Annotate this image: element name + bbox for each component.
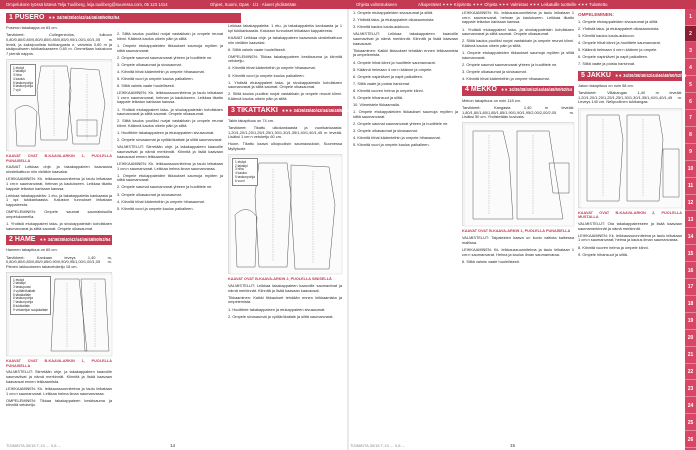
section-4-code: ✶✶ 34/36/38/40/42/44/46/48/50/52/54 <box>500 87 572 93</box>
right-p3: 3. Kiinnitä kaulus kaula-aukkoon. <box>353 24 410 30</box>
c5-leikkaaminen: LEIKKAAMINEN: Kk. leikkaussuunnitelma ja taulu leikataan 1 cm:n saumanvarat, helma ja kaulus ilman saumanvaraa. <box>578 232 682 243</box>
c3-note: Huom. Tikattu kaava ulkopuolisin saumaosuksin, Suomessa Myllytuote <box>228 141 342 152</box>
c1-hp-col3: KAAVAT Leikkaa ohje. ja takakappaleen kaavaosia ulosleikattuun niin vieläkin kaavaksi. <box>228 34 342 45</box>
c3-tarvikkeet: Tarvikkeet: Tikattu ulkokankaasta ja vuorikankaasta: 1,20/1,20/1,20/1,25/1,25/1,30/1,30/1,35/1,40/1,40/1,45 m leveää. Lisäksi 1 cm:n vetoketju 60 cm. <box>228 124 342 140</box>
pattern-layout-5 <box>579 109 683 209</box>
section-3-header <box>228 106 357 116</box>
ohjeet-p4: 4. Kiinnitä hihat kädenteihin ja ompele hihasaumat. <box>117 68 205 74</box>
ohjeet-p5-b: 5. Kiinnitä vuori ja ompele kaulus paikalleen. <box>117 205 194 211</box>
c1-p3-repeat: 2. Silitä kaulus puoliksi nurjat vastakkain ja ompele reunat kiinni. Käännä kaulus oikein päin ja silitä. <box>117 118 223 129</box>
c1-p3-col3: 2. Silitä kaulus puoliksi nurjat vastakkain ja ompele reunat kiinni. Käännä kaulus oikein päin ja silitä. <box>228 91 342 102</box>
c1-leikkaaminen: LEIKKAAMINEN: Kk. leikkaussuunnitelma ja taulu leikataan 1 cm:n saumanvarat, helman ja kaulukseen. Leikkaa tikattu kappale leikatun kankaan kanssa. <box>6 176 112 191</box>
section-2-title: 2 HAME <box>9 236 36 244</box>
c4-tarvikkeet: Tarvikkeet: Kangasta 1,40 m leveää: 1,80/1,80/1,80/1,85/1,85/1,90/1,90/1,95/2,00/2,00/2,05 m. Lisäksi 50 cm. Yhdistetään kuviosta. <box>462 104 574 120</box>
c3-valmistelut-r: VALMISTELUT: Leikkaa takakappaleen kaavoille saumaviivat ja nämä merkinnät. Kiinnitä ja lisää kaavaan kaavaosat. <box>353 31 458 46</box>
side-tab-5[interactable]: 5 <box>685 77 696 94</box>
fig3-label-5: 5 taskunpohja <box>235 174 255 179</box>
header-left-text: Ompelukone työssä kätevä Telja Tuuliberg, leija.tuuliberg@suuressa.com, 05 123 1414 <box>6 2 168 7</box>
side-tab-15[interactable]: 15 <box>685 246 696 263</box>
right-col3-title: OMPELEMINEN: <box>578 12 614 17</box>
footer-left: TOIMINTA 30/15 T-13 ← 0,8 ← <box>6 443 62 448</box>
ohjeet-p3-r: 3. Ompele olkasaumat ja sivusaumat. <box>353 128 418 134</box>
section-2-header <box>6 235 112 245</box>
fig2-label-8: 8 tukikaitale <box>13 304 30 309</box>
ohjeet-p5-col3: 5. Kiinnitä vuori ja ompele kaulus paikalleen. <box>228 72 305 78</box>
section-2-code: ✶✶ 34/36/38/40/42/44/46/48/50/52/54 <box>39 237 111 243</box>
right-p8: 8. Kiinnitä vuoren helma ja ompele kiinni. <box>353 87 424 93</box>
ohjeet-p5: 5. Kiinnitä vuori ja ompele kaulus paikalleen. <box>117 75 194 81</box>
side-tab-11[interactable]: 11 <box>685 178 696 195</box>
c4-leikkaaminen: LEIKKAAMINEN: Kk. leikkaussuunnitelma ja taulu leikataan 1 cm:n saumanvarat. Helma ja kaulus ilman saumanvaraa. <box>462 246 574 257</box>
side-tab-20[interactable]: 20 <box>685 330 696 347</box>
page-spine <box>347 9 349 450</box>
c2-valmistelut: VALMISTELUT: Siirretään ohje. ja takakappaleen kaavoille saumaviivat ja nämä merkinnät. Kiinnitä ja lisää kaavaan kaavaosat ennen leikkaamista. <box>6 369 112 384</box>
ohjeet-p2-r2: 2. Ompele saumat saumanvarat yhteen ja huolittele ne. <box>462 61 558 67</box>
ohjeet-p4-b: 4. Kiinnitä hihat kädenteihin ja ompele hihasaumat. <box>117 198 205 204</box>
c4-kaava-note: KAAVAT OVAT B-KAAVA-ARKIN 1, PUOLELLA PUNAISELLA <box>462 229 571 234</box>
right-p10: 10. Viimeistele tikkaamalla. <box>353 102 400 108</box>
right-column-1 <box>353 11 458 441</box>
c1-tarvikkeet-repeat: LEIKKAAMINEN: Kk. leikkaussuunnitelma ja taulu leikataan 1 cm:n saumanvarat, helman ja kaulukseen. Leikkaa tikattu kappale leikatun kankaan kanssa. <box>117 90 223 105</box>
c3-kaava-note: KAAVAT OVAT B-KAAVA-ARKIN 2, PUOLELLA SINISELLÄ <box>228 277 332 282</box>
fig3-label-6: 6 vuori <box>235 178 245 183</box>
right-p4-c3: 4. Ompele hihat kiinni ja huolittele saumanvarat. <box>578 39 661 45</box>
right-p5-c3: 5. Käännä helmaan 4 cm:n käänne ja ompele. <box>578 47 658 53</box>
fig1-label-7: 7 vyö <box>13 88 21 93</box>
right-column-3 <box>578 11 687 441</box>
pattern-figure-4 <box>462 122 574 226</box>
c2-ompeleminen-col3: OMPELEMINEN: Tikkaa takakappaleen keskisauma ja kiinnitä vetoketju. <box>228 53 342 64</box>
fig2-label-9: 9 vetoketjun suojakaitale <box>13 307 48 312</box>
fig2-label-1: 1 etukpl <box>13 277 25 282</box>
side-tab-24[interactable]: 24 <box>685 398 696 415</box>
fig1-label-3: 3 hiha <box>13 73 22 78</box>
side-tab-9[interactable]: 9 <box>685 144 696 161</box>
right-column-2 <box>462 11 574 441</box>
ohjeet-p2: 2. Ompele saumat saumanvarat yhteen ja huolittele ne. <box>117 54 213 60</box>
ohjeet-p6-r2: 6. Silitä valmis vaate huolellisesti. <box>462 258 520 264</box>
left-column-3 <box>228 11 357 441</box>
side-tab-19[interactable]: 19 <box>685 313 696 330</box>
side-tab-26[interactable]: 26 <box>685 432 696 449</box>
section-1-title: 1 PUSERO <box>9 13 45 21</box>
page-number-left: 14 <box>170 443 176 448</box>
c1-p3: 2. Silitä kaulus puoliksi nurjat vastakkain ja ompele reunat kiinni. Käännä kaulus oikein päin ja silitä. <box>117 31 223 41</box>
pattern-legend-2 <box>10 276 51 315</box>
section-4-title: 4 MEKKO <box>465 86 497 94</box>
section-4-header <box>462 86 574 96</box>
side-tab-8[interactable]: 8 <box>685 127 696 144</box>
right-p7-c3: 7. Silitä vaate ja poista harsinnat. <box>578 61 636 67</box>
c3-valmistelut: VALMISTELUT: Leikkaa takakappaleen kaavoille saumaviivat ja nämä merkinnät. Kiinnitä ja lisää kaavaan kaavaosat. <box>228 282 342 293</box>
side-tab-16[interactable]: 16 <box>685 263 696 280</box>
c2-p1: 1. Huolittele takakappaleen ja etukappaleen sivusaumat. <box>117 130 215 136</box>
footer-right: TOIMINTA 30/15 T-13 ← 0,8 ← <box>350 443 406 448</box>
section-1-code: ✶✶ 34/36/38/40/42/44/46/48/50/52/54 <box>48 14 120 20</box>
ohjeet-p3-r2: 3. Ompele olkasaumat ja sivusaumat. <box>462 68 527 74</box>
side-tab-14[interactable]: 14 <box>685 229 696 246</box>
right-p6: 6. Ompele napinlävet ja napit paikalleen. <box>353 73 424 79</box>
pattern-legend-1 <box>10 64 36 96</box>
side-tab-3[interactable]: 3 <box>685 43 696 60</box>
ohjeet-p3-b: 3. Ompele olkasaumat ja sivusaumat. <box>117 191 182 197</box>
fig1-label-4: 4 kaulus <box>13 76 25 81</box>
right-p2-c3: 2. Yhdistä taka- ja etukappaleet olkasaumoista. <box>578 25 660 31</box>
c2-p2-col3: 2. Ompele sivusaumat ja vyötärökaitale ja silitä saumanvarat. <box>228 313 334 319</box>
fig3-label-2: 2 takakpl <box>235 163 248 168</box>
side-tab-18[interactable]: 18 <box>685 296 696 313</box>
side-tab-1[interactable]: 1 <box>685 9 696 26</box>
fig2-label-7: 7 taskunpohja <box>13 300 33 305</box>
c3-p2-r2: 2. Silitä kaulus puoliksi nurjat vastakkain ja ompele reunat kiinni. Käännä kaulus oikein päin ja silitä. <box>462 38 574 48</box>
ohjeet-p2-r: 2. Ompele saumat saumanvarat yhteen ja huolittele ne. <box>353 121 449 127</box>
c2-intro: Hameen takapituus on 60 cm. <box>6 247 58 253</box>
ohjeet-p1: 1. Ompele etukappaleiden tikkaukset saumoja myöten ja silitä saumanvarat. <box>117 42 223 53</box>
ohjeet-p2-b: 2. Ompele saumat saumanvarat yhteen ja huolittele ne. <box>117 184 213 190</box>
fig2-label-4: 4 vyötärökaitale <box>13 288 36 293</box>
side-tab-25[interactable]: 25 <box>685 415 696 432</box>
c2-tarvikkeet: Tarvikkeet: Kankaan leveys 1,40 m, 0,80/0,80/0,80/0,85/0,85/0,90/0,90/0,95/1,00/1,00/1,05 m. Pienen lakkuukseen takavetoketju 18 cm. <box>6 254 112 269</box>
right-p7: 7. Silitä vaate ja poista harsinnat. <box>353 80 411 86</box>
ohjeet-p4-col3: 4. Kiinnitä hihat kädenteihin ja ompele hihasaumat. <box>228 65 316 71</box>
header-left-breadcrumb: Ohjeet, Suomi, Opas · 1/1 · Alueet yhdistetään <box>210 2 297 7</box>
size-tabs <box>685 9 696 450</box>
c1-hp: KAAVAT Leikkaa ohje. ja takakappaleen kaavaosia ulosleikattuun niin vieläkin kaavaksi. <box>6 164 112 175</box>
c3-tikkaus: Tikkaaminen: Kaikki tikkaukset tehdään ennen leikkaamista ja ompelemista. <box>228 294 342 305</box>
fig1-label-5: 5 taskunpohja <box>13 80 33 85</box>
side-tab-13[interactable]: 13 <box>685 212 696 229</box>
right-p4: 4. Ompele hihat kiinni ja huolittele saumanvarat. <box>353 59 436 65</box>
fig1-label-6: 6 taskunpohja <box>13 84 33 89</box>
fig3-label-1: 1 etukpl <box>235 159 247 164</box>
c2-kaava-note: KAAVAT OVAT B-KAAVA-ARKIN 1, PUOLELLA PUNAISELLA <box>6 359 112 368</box>
pattern-figure-2 <box>6 272 112 356</box>
right-p9-c3: 9. Ompele hihansuut ja silitä. <box>578 251 628 257</box>
fig2-label-5: 5 takakaitale <box>13 292 31 297</box>
side-tab-7[interactable]: 7 <box>685 110 696 127</box>
ohjeet-p1-r: 1. Ompele etukappaleiden tikkaukset saumoja myöten ja silitä saumanvarat. <box>353 109 458 119</box>
fig2-label-3: 3 taskupussi <box>13 285 31 290</box>
side-tab-21[interactable]: 21 <box>685 347 696 364</box>
ohjeet-p6-col3: 6. Silitä valmis vaate huolellisesti. <box>228 46 286 52</box>
c1-p2: 1. Yhdistä etukappaleet taka- ja sivukappaleisiin kohdistaen saumanvarat ja silitä saumat. Ompele olkasaumat. <box>6 221 112 231</box>
right-p9: 9. Ompele hihansuut ja silitä. <box>353 95 403 101</box>
right-p6-c3: 6. Ompele napinlävet ja napit paikalleen. <box>578 54 649 60</box>
c3-tikkaus-r: Tikkaaminen: Kaikki tikkaukset tehdään ennen leikkaamista ja ompelemista. <box>353 47 458 58</box>
section-5-code: ✶✶ 34/36/38/40/42/44/46/48/50/52/54 <box>614 72 687 78</box>
pattern-figure-5 <box>578 108 682 208</box>
fig1-label-2: 2 takakpl <box>13 69 26 74</box>
c2-ompeleminen: OMPELEMINEN: Tikkaa takakappaleen keskisauma ja kiinnitä vetoketju. <box>6 397 112 408</box>
page-number-right: 15 <box>510 443 516 448</box>
side-tab-6[interactable]: 6 <box>685 94 696 111</box>
header-bar-right <box>348 0 696 9</box>
pattern-figure-3 <box>228 154 342 274</box>
ohjeet-p1-b: 1. Ompele etukappaleiden tikkaukset saumoja myöten ja silitä saumanvarat. <box>117 172 223 183</box>
section-3-title: 3 TIKATTAKKI <box>231 106 278 114</box>
pattern-legend-3 <box>232 158 258 186</box>
c5-intro: Jakun takapituus on noin 58 cm. <box>578 82 634 88</box>
c2-leikkaaminen: LEIKKAAMINEN: Kk. leikkaussuunnitelma ja taulu leikataan 1 cm:n saumanvarat. Leikkaa helma ilman saumanvaraa. <box>6 385 112 396</box>
c1-ompeleminen: OMPELEMINEN: Ompele saumat saumaluisuilla ompelukoneella. <box>6 209 112 219</box>
header-right-text: Ohjeita valmistukseen <box>356 2 397 7</box>
c1-tarvikkeet: Tarvikkeet: Collegeneulos, tulkoon 0,80/0,80/0,80/0,80/0,80/0,85/0,85/0,90/1,00/1,00/1,05 m leveä, ja kaksipuolista tukikangasta n. vahvista 0,60 m ja sisäpuoliseen tukikankaaseen 0,60 m. Ommellaan kalustoon 7 pientä nappia. <box>6 32 112 56</box>
fig2-label-6: 6 taskunpohja <box>13 296 33 301</box>
c5-kaava-note: KAAVAT OVAT B-KAAVA-ARKIN 2, PUOLELLA MUSTALLA <box>578 210 682 220</box>
c1-p1: Leikkaa takakappaleita: 1 etu- ja takakappaletta kankaasta ja 1 kpl tukikankaasta. Kaluston tunnukset leikataan kappaleesta. <box>6 192 112 208</box>
side-tab-23[interactable]: 23 <box>685 381 696 398</box>
c1-intro: Puseron takakappa on 63 cm. <box>6 25 58 30</box>
right-p3-c3: 3. Kiinnitä kaulus kaula-aukkoon. <box>578 32 635 38</box>
c4-intro: Mekon takapituus on noin 118 cm. <box>462 97 521 103</box>
c2-leikkaaminen-repeat: LEIKKAAMINEN: Kk. leikkaussuunnitelma ja taulu leikataan 1 cm:n saumanvarat. Leikkaa helma ilman saumanvaraa. <box>117 160 223 171</box>
right-p1-c3: 1. Ompele etukappaleiden sivusaumat ja silitä. <box>578 18 659 24</box>
c3-intro: Takin takapituus on 74 cm. <box>228 117 275 123</box>
pattern-layout-4 <box>463 123 575 227</box>
header-bar-left <box>0 0 348 9</box>
c4-valmistelut: VALMISTELUT: Taipaleiden kaava on kuvio valtiota kaikessa mallissa. <box>462 235 574 245</box>
section-5-header <box>578 71 687 81</box>
c2-p2: 2. Ompele sivusaumat ja vyötärökaitale ja silitä saumanvarat. <box>117 137 223 143</box>
side-tab-22[interactable]: 22 <box>685 364 696 381</box>
c5-valmistelut: VALMISTELUT: Ota takakappaleeseen ja lisää kaavaan saumamerkinnät ja nämä merkinnät. <box>578 220 682 231</box>
left-column-1 <box>6 11 120 441</box>
ohjeet-p4-r2: 4. Kiinnitä hihat kädenteihin ja ompele hihasaumat. <box>462 76 550 82</box>
fig2-label-2: 2 takakpl <box>13 281 26 286</box>
ohjeet-p5-r: 5. Kiinnitä vuori ja ompele kaulus paikalleen. <box>353 142 430 148</box>
section-1-header <box>6 13 241 23</box>
right-p8-c3: 8. Kiinnitä vuoren helma ja ompele kiinni. <box>578 244 649 250</box>
section-3-code: ✶✶✶ 34/36/38/40/42/44/46/48/50/52/54 <box>281 107 357 113</box>
ohjeet-p6: 6. Silitä valmis vaate huolellisesti. <box>117 82 175 88</box>
fig3-label-4: 4 kaulus <box>235 171 247 176</box>
fig1-label-1: 1 etukpl <box>13 65 25 70</box>
side-tab-4[interactable]: 4 <box>685 60 696 77</box>
c2-p1-col3: 1. Huolittele takakappaleen ja etukappaleen sivusaumat. <box>228 306 326 312</box>
side-tab-2[interactable]: 2 <box>685 26 696 43</box>
right-p1: 1. Ompele etukappaleiden sivusaumat ja silitä. <box>353 10 434 15</box>
c5-tarvikkeet: Tarvikkeet: Villakangas 1,40 m leveää: 1,20/1,20/1,20/1,25/1,25/1,30/1,30/1,35/1,40/1,40/1,45 m. Leveys 140 cm. Nelipuolinen tukikangas. <box>578 90 682 105</box>
side-tab-12[interactable]: 12 <box>685 195 696 212</box>
c1-p1-col3: Leikkaa takakappaleita: 1 etu- ja takakappaletta kankaasta ja 1 kpl tukikankaasta. Kaluston tunnukset leikataan kappaleesta. <box>228 23 342 33</box>
right-p5: 5. Käännä helmaan 4 cm:n käänne ja ompele. <box>353 66 433 72</box>
c1-p2-col3: 1. Yhdistä etukappaleet taka- ja sivukappaleisiin kohdistaen saumanvarat ja silitä saumat. Ompele olkasaumat. <box>228 79 342 90</box>
c3-leik-r2: LEIKKAAMINEN: Kk. leikkaussuunnitelma ja taulu leikataan 1 cm:n saumanvarat, helman ja kaulukseen. Leikkaa tikattu kappale leikatun kankaan kanssa. <box>462 10 574 25</box>
header-right-breadcrumb: Alkuperäiset ✶✶✶ Kirjoitettu ✶✶✶ Ohjeita ✶✶✶ Valmistus ✶✶✶ Leikatuille tuotteille ✶✶✶ Tulostettu <box>418 2 608 7</box>
c3-p1-r2: 1. Yhdistä etukappaleet taka- ja sivukappaleisiin kohdistaen saumanvarat ja silitä saumat. Ompele olkasaumat. <box>462 26 574 37</box>
pattern-figure-1 <box>6 59 112 151</box>
section-5-title: 5 JAKKU <box>581 71 611 79</box>
right-p2: 2. Yhdistä taka- ja etukappaleet olkasaumoista. <box>353 17 435 23</box>
c1-kaava-note: KAAVAT OVAT B-KAAVA-ARKIN 1, PUOLELLA PUNAISELLA <box>6 154 112 163</box>
ohjeet-p4-r: 4. Kiinnitä hihat kädenteihin ja ompele hihasaumat. <box>353 135 441 141</box>
fig3-label-3: 3 hiha <box>235 167 244 172</box>
side-tab-17[interactable]: 17 <box>685 279 696 296</box>
side-tab-10[interactable]: 10 <box>685 161 696 178</box>
ohjeet-p1-r2: 1. Ompele etukappaleiden tikkaukset saumoja myöten ja silitä saumanvarat. <box>462 50 574 60</box>
c2-valmistelut-repeat: VALMISTELUT: Siirretään ohje. ja takakappaleen kaavoille saumaviivat ja nämä merkinnät. Kiinnitä ja lisää kaavaan kaavaosat ennen leikkaamista. <box>117 144 223 159</box>
ohjeet-p3: 3. Ompele olkasaumat ja sivusaumat. <box>117 61 182 67</box>
left-column-2 <box>117 32 223 441</box>
c1-p2-repeat: 1. Yhdistä etukappaleet taka- ja sivukappaleisiin kohdistaen saumanvarat ja silitä saumat. Ompele olkasaumat. <box>117 106 223 117</box>
